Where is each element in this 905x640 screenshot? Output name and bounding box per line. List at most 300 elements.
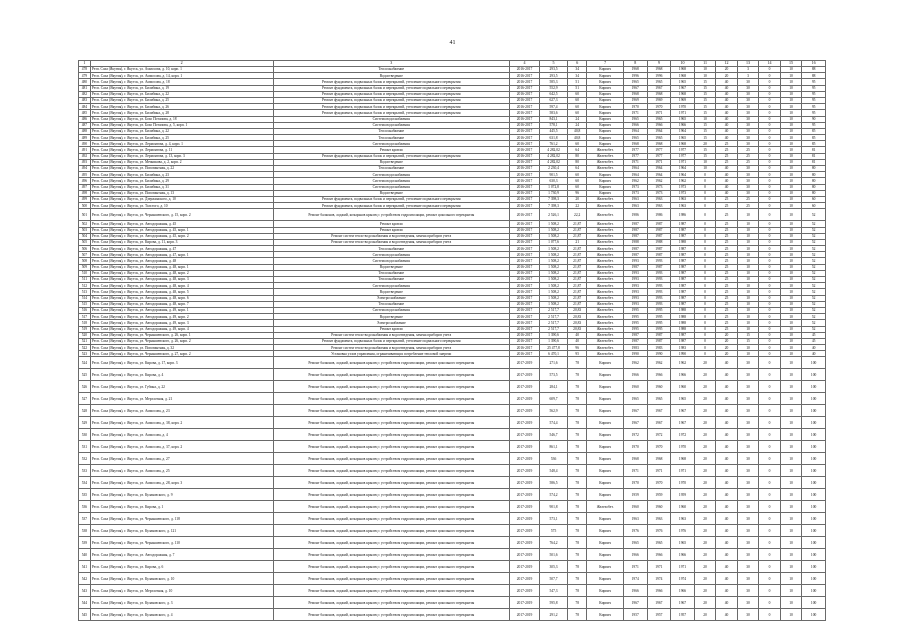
table-cell: 80 [802, 190, 826, 196]
table-cell: 10 [737, 295, 758, 301]
table-cell: 40 [568, 338, 587, 344]
table-cell: Теплоснабжение [273, 246, 509, 252]
table-cell: 25 [716, 141, 737, 147]
table-cell: 25 [716, 289, 737, 295]
table-cell: 1993 [647, 289, 671, 295]
table-cell: Кирпич [587, 381, 624, 393]
table-cell: Респ. Саха (Якутия), г. Якутск, ул. Автодорожная, д. 48 [90, 258, 273, 264]
table-cell: Ремонт балконов, лоджий, козырьков крылец с устройством гидроизоляции, ремонт цокольного перекрытия [273, 393, 509, 405]
table-cell: Ремонт балконов, лоджий, козырьков крылец с устройством гидроизоляции, ремонт цокольного перекрытия [273, 597, 509, 609]
table-cell: 538 [79, 525, 91, 537]
table-cell: 586,5 [540, 477, 568, 489]
table-cell: 2016-2017 [509, 277, 539, 283]
table-row [79, 585, 826, 597]
table-cell: 96 [568, 345, 587, 351]
table-cell: 20 [694, 585, 715, 597]
table-cell: 10 [780, 597, 801, 609]
table-cell: 1977 [647, 153, 671, 159]
table-cell: 21,87 [568, 301, 587, 307]
table-cell: 1965 [647, 79, 671, 85]
table-cell: 1960 [647, 381, 671, 393]
table-cell: 1 508,2 [540, 221, 568, 227]
table-cell: 2016-2017 [509, 116, 539, 122]
table-cell: 0 [759, 91, 780, 97]
table-cell: 1983 [647, 345, 671, 351]
table-cell: 595,8 [540, 597, 568, 609]
table-cell: 0 [759, 597, 780, 609]
table-cell: 0 [694, 351, 715, 357]
table-cell: 526 [79, 381, 91, 393]
table-cell: Респ. Саха (Якутия), г. Якутск, ул. Билибина, д. 31 [90, 184, 273, 190]
table-cell: 24 [568, 116, 587, 122]
table-cell: 10 [737, 283, 758, 289]
table-cell: Электроснабжение [273, 295, 509, 301]
table-cell: Железобет. [587, 351, 624, 357]
table-cell: Респ. Саха (Якутия), г. Якутск, ул. Чернышевского, д. 27, корп. 2 [90, 351, 273, 357]
table-cell: 25 [737, 159, 758, 165]
table-cell: 1959 [647, 489, 671, 501]
table-cell: 1973 [647, 190, 671, 196]
table-cell: Система водоснабжения [273, 116, 509, 122]
table-cell: Резп. Саха (Якутия), г. Якутск, ул. Аммосова, д. 10, корп. 1 [90, 67, 273, 73]
table-cell: 535 [79, 489, 91, 501]
table-cell: Респ. Саха (Якутия), г. Якутск, ул. Кирова, д. 17, корп. 3 [90, 357, 273, 369]
table-cell: 1967 [671, 85, 695, 91]
table-cell: 0 [759, 172, 780, 178]
table-cell: 20 [694, 357, 715, 369]
table-cell: Кирпич [587, 135, 624, 141]
column-header-9: 9 [647, 61, 671, 67]
table-cell: 0 [759, 264, 780, 270]
table-cell: Ремонт балконов, лоджий, козырьков крылец с устройством гидроизоляции, ремонт цокольного перекрытия [273, 537, 509, 549]
table-cell: 1971 [671, 465, 695, 477]
table-cell: 10 [780, 141, 801, 147]
table-cell: 88 [802, 67, 826, 73]
table-cell: 10 [780, 338, 801, 344]
table-cell: 1987 [647, 233, 671, 239]
table-cell: 0 [694, 258, 715, 264]
column-header-15: 15 [780, 61, 801, 67]
table-cell: 0 [759, 465, 780, 477]
table-cell: 506 [79, 246, 91, 252]
table-cell: 1993 [647, 283, 671, 289]
table-cell: Ремонт кровли [273, 147, 509, 153]
table-cell: 1990 [647, 351, 671, 357]
table-cell: 1987 [671, 246, 695, 252]
table-cell: 0 [759, 301, 780, 307]
table-cell: Респ. Саха (Якутия), г. Якутск, ул. Автодорожная, д. 49, корп. 2 [90, 314, 273, 320]
table-cell: 1990 [623, 351, 647, 357]
table-cell: Кирпич [587, 417, 624, 429]
table-cell: 2017-2019 [509, 561, 539, 573]
table-cell: Ремонт балконов, лоджий, козырьков крылец с устройством гидроизоляции, ремонт цокольного перекрытия [273, 525, 509, 537]
table-cell: 40 [716, 441, 737, 453]
table-cell: 1987 [671, 301, 695, 307]
table-cell: 10 [780, 393, 801, 405]
table-cell: 100 [802, 405, 826, 417]
table-cell: 20 [694, 381, 715, 393]
table-cell: 2 526,1 [540, 209, 568, 221]
table-cell: 1967 [623, 85, 647, 91]
table-cell: 0 [694, 289, 715, 295]
table-cell: Респ. Саха (Якутия), г. Якутск, ул. Аммосова, д. 38, корп. 2 [90, 417, 273, 429]
table-cell: 1987 [671, 338, 695, 344]
table-cell: 1967 [623, 405, 647, 417]
table-cell: 25 [716, 203, 737, 209]
table-cell: 25 [737, 147, 758, 153]
table-cell: 2016-2017 [509, 233, 539, 239]
table-cell: 1964 [671, 128, 695, 134]
table-cell: 30 [737, 178, 758, 184]
table-cell: 90 [802, 116, 826, 122]
column-header-4: 4 [509, 61, 539, 67]
table-cell: 2016-2017 [509, 326, 539, 332]
table-cell: 10 [737, 345, 758, 351]
table-cell: 10 [780, 159, 801, 165]
table-cell: Система водоснабжения [273, 283, 509, 289]
table-cell: 0 [694, 184, 715, 190]
table-cell: Респ. Саха (Якутия), г. Якутск, ул. Билибина, д. 22 [90, 128, 273, 134]
table-cell: 40 [716, 110, 737, 116]
table-cell: 10 [737, 301, 758, 307]
table-cell: 1968 [671, 73, 695, 79]
table-cell: 2017-2019 [509, 549, 539, 561]
table-cell: 1974 [647, 573, 671, 585]
table-cell: 0 [759, 513, 780, 525]
table-cell: Кирпич [587, 453, 624, 465]
table-cell: 51 [568, 79, 587, 85]
table-cell: 0 [694, 203, 715, 209]
table-cell: 0 [694, 277, 715, 283]
table-cell: 2016-2017 [509, 147, 539, 153]
table-cell: 0 [759, 110, 780, 116]
table-cell: 40 [716, 369, 737, 381]
column-header-6: 6 [568, 61, 587, 67]
table-cell: 0 [694, 190, 715, 196]
table-cell: 30 [737, 465, 758, 477]
table-cell: 1993 [647, 258, 671, 264]
table-cell: 574,4 [540, 417, 568, 429]
table-cell: 497 [79, 184, 91, 190]
table-row [79, 369, 826, 381]
table-cell: 7 398,3 [540, 196, 568, 202]
table-cell: 562,9 [540, 405, 568, 417]
table-cell: 573,1 [540, 513, 568, 525]
table-cell: 0 [759, 233, 780, 239]
table-cell: Кирпич [587, 73, 624, 79]
table-cell: 0 [759, 258, 780, 264]
column-header-13: 13 [737, 61, 758, 67]
table-cell: Кирпич [587, 67, 624, 73]
table-cell: 1987 [623, 233, 647, 239]
table-cell: 10 [780, 246, 801, 252]
table-cell: 10 [780, 258, 801, 264]
table-cell: 30 [737, 549, 758, 561]
table-cell: Респ. Саха (Якутия), г. Якутск, ул. Чернышевского, д. 110 [90, 537, 273, 549]
table-cell: 0 [759, 345, 780, 351]
table-cell: 1964 [647, 166, 671, 172]
table-cell: 0 [694, 246, 715, 252]
table-cell: 522 [79, 345, 91, 351]
table-cell: 0 [759, 85, 780, 91]
table-cell: 4 282,02 [540, 147, 568, 153]
table-cell: 1986 [623, 209, 647, 221]
table-cell: 52 [802, 227, 826, 233]
table-cell: 30 [737, 573, 758, 585]
table-cell: 1987 [647, 332, 671, 338]
table-cell: 502 [79, 221, 91, 227]
table-cell: 1964 [671, 166, 695, 172]
table-cell: 100 [802, 549, 826, 561]
table-row [79, 501, 826, 513]
table-cell: 1962 [647, 178, 671, 184]
table-cell: 494 [79, 166, 91, 172]
table-cell: 25 [737, 196, 758, 202]
table-cell: Кирпич [587, 122, 624, 128]
table-cell: 95 [802, 110, 826, 116]
table-cell: 1973 [671, 190, 695, 196]
table-cell: Респ. Саха (Якутия), г. Якутск, ул. Кирова, д. 6 [90, 561, 273, 573]
table-cell: 1964 [647, 128, 671, 134]
table-cell: 1987 [647, 264, 671, 270]
table-cell: Ремонт кровли [273, 221, 509, 227]
table-cell: 0 [759, 246, 780, 252]
table-cell: 1993 [623, 277, 647, 283]
table-cell: 20 [694, 393, 715, 405]
table-cell: 1963 [671, 203, 695, 209]
table-cell: 0 [759, 221, 780, 227]
table-cell: 10 [694, 159, 715, 165]
table-cell: Респ. Саха (Якутия), г. Якутск, ул. Аммосова, д. 18 [90, 79, 273, 85]
table-cell: 1973 [623, 184, 647, 190]
table-cell: Кирпич [587, 178, 624, 184]
table-cell: 25 [716, 270, 737, 276]
table-cell: 487 [79, 122, 91, 128]
table-cell: 15 [694, 104, 715, 110]
table-cell: Респ. Саха (Якутия), г. Якутск, ул. Поповантная, д. 13 [90, 190, 273, 196]
table-cell: 1967 [671, 597, 695, 609]
page-number: 41 [449, 40, 456, 46]
table-cell: 10 [737, 289, 758, 295]
table-cell: 10 [737, 351, 758, 357]
table-cell: 1966 [647, 585, 671, 597]
table-cell: 1 077,6 [540, 239, 568, 245]
table-cell: 2016-2017 [509, 338, 539, 344]
table-cell: 25 [716, 326, 737, 332]
table-cell: 10 [694, 166, 715, 172]
table-cell: 30 [737, 501, 758, 513]
table-cell: 10 [737, 209, 758, 221]
table-cell: 1963 [623, 513, 647, 525]
table-cell: Респ. Саха (Якутия), г. Якутск, ул. Чернышевского, д. 15, корп. 2 [90, 209, 273, 221]
table-cell: Кирпич [587, 110, 624, 116]
table-cell: Ремонт систем тепло-водоснабжения и водоотведения, замена приборов учета [273, 233, 509, 239]
table-cell: 445,5 [540, 128, 568, 134]
table-cell: 1987 [671, 264, 695, 270]
table-row [79, 381, 826, 393]
table-cell: 2 517,7 [540, 307, 568, 313]
table-cell: 609,7 [540, 393, 568, 405]
table-cell: 25 [716, 307, 737, 313]
table-cell: 80 [802, 166, 826, 172]
table-cell: 15 [694, 91, 715, 97]
table-cell: Ремонт балконов, лоджий, козырьков крылец с устройством гидроизоляции, ремонт цокольного перекрытия [273, 609, 509, 621]
table-cell: 60 [568, 110, 587, 116]
table-cell: 1965 [623, 135, 647, 141]
table-cell: 513 [79, 289, 91, 295]
table-cell: 861,1 [540, 441, 568, 453]
table-cell: 25 [716, 320, 737, 326]
table-cell: Респ. Саха (Якутия), г. Якутск, ул. Чернышевского, д. 26, корп. 1 [90, 332, 273, 338]
table-cell: 40 [716, 513, 737, 525]
table-cell: Респ. Саха (Якутия), г. Якутск, ул. Билибина, д. 25 [90, 135, 273, 141]
table-cell: 40 [716, 429, 737, 441]
table-cell: Респ. Саха (Якутия), г. Якутск, ул. Аммосова, д. 23 [90, 405, 273, 417]
table-cell: Водоотведение [273, 289, 509, 295]
table-row [79, 357, 826, 369]
table-cell: 1968 [671, 141, 695, 147]
table-cell: 1 390,6 [540, 332, 568, 338]
table-cell: 40 [716, 501, 737, 513]
table-cell: Кирпич [587, 91, 624, 97]
table-cell: Кирпич [587, 104, 624, 110]
table-cell: 1995 [647, 320, 671, 326]
table-cell: 1965 [671, 135, 695, 141]
table-cell: 1966 [671, 369, 695, 381]
table-cell: 1970 [623, 441, 647, 453]
table-cell: 30 [737, 597, 758, 609]
table-cell: 10 [780, 147, 801, 153]
table-cell: 1965 [623, 116, 647, 122]
table-cell: 1987 [623, 221, 647, 227]
table-cell: 30 [737, 561, 758, 573]
table-cell: 0 [694, 295, 715, 301]
table-cell: 21,87 [568, 277, 587, 283]
table-cell: 1 508,2 [540, 270, 568, 276]
table-cell: 764,2 [540, 537, 568, 549]
table-cell: 1987 [647, 221, 671, 227]
table-row [79, 209, 826, 221]
table-cell: 1966 [623, 585, 647, 597]
table-cell: Ремонт систем тепло-водоснабжения и водоотведения, замена приборов учета [273, 345, 509, 351]
table-cell: Ремонт балконов, лоджий, козырьков крылец с устройством гидроизоляции, ремонт цокольного перекрытия [273, 561, 509, 573]
table-cell: 10 [780, 417, 801, 429]
table-cell: 100 [802, 417, 826, 429]
table-cell: Ремонт балконов, лоджий, козырьков крылец с устройством гидроизоляции, ремонт цокольного перекрытия [273, 429, 509, 441]
table-cell: 1960 [623, 501, 647, 513]
table-cell: 78 [568, 597, 587, 609]
table-cell: Респ. Саха (Якутия), г. Якутск, ул. Автодорожная, д. 48, корп. 5 [90, 289, 273, 295]
table-cell: 1966 [671, 122, 695, 128]
table-cell: 1995 [647, 314, 671, 320]
table-cell: 2 517,7 [540, 326, 568, 332]
table-cell: 524 [79, 357, 91, 369]
table-cell: Теплоснабжение [273, 277, 509, 283]
table-cell: Ремонт кровли [273, 227, 509, 233]
table-cell: 10 [780, 67, 801, 73]
table-cell: 100 [802, 465, 826, 477]
table-cell: 1963 [647, 203, 671, 209]
table-cell: 1993 [623, 295, 647, 301]
table-cell: 52 [802, 239, 826, 245]
table-cell: 518 [79, 320, 91, 326]
table-cell: 2016-2017 [509, 73, 539, 79]
table-cell: 60 [568, 91, 587, 97]
table-cell: 10 [780, 153, 801, 159]
table-cell: 15 [694, 135, 715, 141]
table-cell: 0 [759, 289, 780, 295]
table-cell: 20,83 [568, 307, 587, 313]
table-cell: 1995 [647, 326, 671, 332]
table-cell: 78 [568, 465, 587, 477]
table-cell: Железобет. [587, 252, 624, 258]
table-cell: 95 [568, 351, 587, 357]
table-cell: Железобет. [587, 326, 624, 332]
table-cell: 1964 [647, 172, 671, 178]
table-cell: 0 [759, 122, 780, 128]
table-cell: 1962 [647, 357, 671, 369]
table-cell: 0 [759, 537, 780, 549]
table-cell: Респ. Саха (Якутия), г. Якутск, ул. Аммосова, д. 25 [90, 465, 273, 477]
table-cell: Респ. Саха (Якутия), г. Якутск, ул. Чернышевского, д. 26, корп. 2 [90, 338, 273, 344]
table-cell: 10 [780, 264, 801, 270]
table-cell: 0 [759, 351, 780, 357]
table-cell: 517 [79, 314, 91, 320]
table-cell: 507 [79, 252, 91, 258]
table-cell: Респ. Саха (Якутия), г. Якутск, ул. Лермонтова, д. 13, корп. 3 [90, 153, 273, 159]
table-cell: 10 [780, 465, 801, 477]
table-cell: 20 [716, 338, 737, 344]
table-cell: 60 [568, 184, 587, 190]
table-cell: 2016-2017 [509, 172, 539, 178]
table-cell: Железобет. [587, 203, 624, 209]
table-cell: 547,3 [540, 585, 568, 597]
table-cell: 2017-2019 [509, 537, 539, 549]
table-cell: 15 [737, 332, 758, 338]
table-cell: 529 [79, 417, 91, 429]
table-cell: 78 [568, 525, 587, 537]
table-cell: 21,87 [568, 289, 587, 295]
table-cell: 1968 [623, 91, 647, 97]
table-cell: 1 508,2 [540, 258, 568, 264]
table-cell: Респ. Саха (Якутия), г. Якутск, ул. Автодорожная, д. 48, корп. 7 [90, 301, 273, 307]
table-cell: Система водоснабжения [273, 141, 509, 147]
table-cell: 1987 [623, 264, 647, 270]
table-cell: Кирпич [587, 585, 624, 597]
table-cell: Система водоснабжения [273, 122, 509, 128]
table-cell: 1969 [671, 97, 695, 103]
table-cell: 30 [737, 166, 758, 172]
table-cell: 0 [694, 270, 715, 276]
table-cell: Система водоснабжения [273, 178, 509, 184]
table-cell: 0 [759, 67, 780, 73]
table-cell: Железобет. [587, 289, 624, 295]
table-cell: 30 [737, 172, 758, 178]
table-cell: 2016-2017 [509, 307, 539, 313]
table-cell: 1 508,2 [540, 301, 568, 307]
table-cell: 100 [802, 525, 826, 537]
table-cell: 0 [759, 104, 780, 110]
table-cell: 501,6 [540, 549, 568, 561]
table-cell: Ремонт балконов, лоджий, козырьков крылец с устройством гидроизоляции, ремонт цокольного перекрытия [273, 381, 509, 393]
table-cell: 0 [759, 609, 780, 621]
table-cell: Кирпич [587, 429, 624, 441]
table-cell: 30 [737, 489, 758, 501]
table-cell: Кирпич [587, 128, 624, 134]
table-cell: 25 [716, 283, 737, 289]
table-cell: 25 [716, 277, 737, 283]
table-cell: 575 [540, 525, 568, 537]
